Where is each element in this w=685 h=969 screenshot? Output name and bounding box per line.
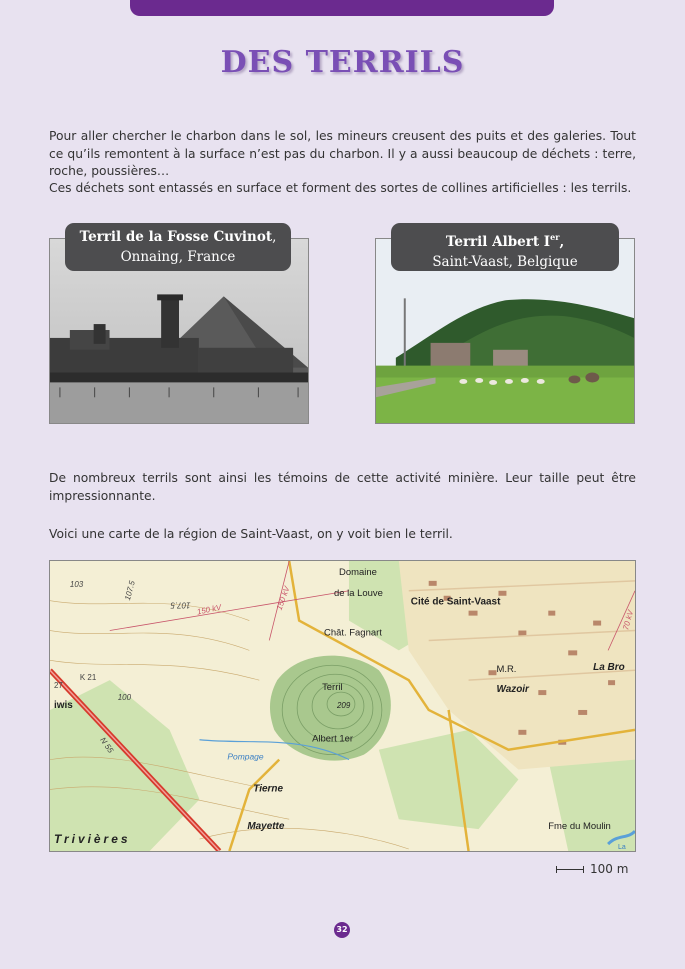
map-label-la-bro: La Bro xyxy=(593,662,625,674)
scale-bar xyxy=(556,869,584,870)
page-number: 32 xyxy=(334,922,350,938)
caption-1-place: Onnaing, France xyxy=(120,249,236,265)
map-label-k21: K 21 xyxy=(79,673,97,683)
map-label-wazoir: Wazoir xyxy=(496,684,529,696)
map-label-la: La xyxy=(618,844,626,851)
caption-2-title: Terril Albert I xyxy=(445,234,551,250)
top-decor-bar xyxy=(130,0,554,16)
page-title: DES TERRILS xyxy=(220,45,465,80)
map-label-albert: Albert 1er xyxy=(312,733,354,745)
caption-2-superscript: er xyxy=(550,232,560,242)
map-label-louve: de la Louve xyxy=(334,587,383,599)
map-label-domaine: Domaine xyxy=(339,566,377,578)
map-scale xyxy=(556,861,628,877)
map-label-tierne: Tierne xyxy=(253,783,284,795)
map-label-1075-b: 107.5 xyxy=(170,600,191,610)
intro-paragraph-1: Pour aller chercher le charbon dans le sol, les mineurs creusent des puits et des galeries. Tout ce qu’ils remontent à la surface n’est pas du charbon. Il y a aussi beaucoup de déchets : terre, roche, poussières… xyxy=(49,129,636,178)
caption-1-title: Terril de la Fosse Cuvinot xyxy=(79,229,273,245)
map-label-terril: Terril xyxy=(322,682,343,694)
map-label-n55: N 55 xyxy=(98,735,116,755)
scale-label: 100 m xyxy=(590,862,629,876)
map-label-1075-a: 107.5 xyxy=(122,579,137,602)
body-paragraph-2: Voici une carte de la région de Saint-Vaast, on y voit bien le terril. xyxy=(49,527,453,541)
intro-paragraph-2: Ces déchets sont entassés en surface et forment des sortes de collines artificielles : les terrils. xyxy=(49,181,632,195)
map-label-fme-moulin: Fme du Moulin xyxy=(548,821,611,833)
caption-2-place: Saint-Vaast, Belgique xyxy=(432,254,578,270)
map-label-150kv-a: 150 kV xyxy=(196,602,223,617)
photo-caption-1 xyxy=(65,223,291,271)
caption-2-comma: , xyxy=(559,234,565,250)
map-label-chat-fagnart: Chât. Fagnart xyxy=(324,627,382,639)
map-label-150kv-b: 150 kV xyxy=(274,585,292,612)
photo-caption-2 xyxy=(391,223,619,271)
map-label-cite: Cité de Saint-Vaast xyxy=(410,596,501,608)
map-label-pompage: Pompage xyxy=(227,751,264,762)
body-paragraph-1: De nombreux terrils sont ainsi les témoins de cette activité minière. Leur taille peut être impressionnante. xyxy=(49,471,636,503)
topographic-map xyxy=(49,560,636,852)
map-label-mayette: Mayette xyxy=(247,821,285,833)
map-label-trivieres: Trivières xyxy=(53,832,131,847)
caption-1-comma: , xyxy=(272,229,277,245)
map-label-wiwis: iwis xyxy=(53,700,73,711)
map-label-27: 27 xyxy=(53,681,63,691)
map-label-70kv: 70 kV xyxy=(621,609,635,632)
map-label-103: 103 xyxy=(69,579,84,589)
map-label-209: 209 xyxy=(337,700,351,710)
map-label-100: 100 xyxy=(117,693,132,703)
map-label-mr: M.R. xyxy=(496,664,517,676)
